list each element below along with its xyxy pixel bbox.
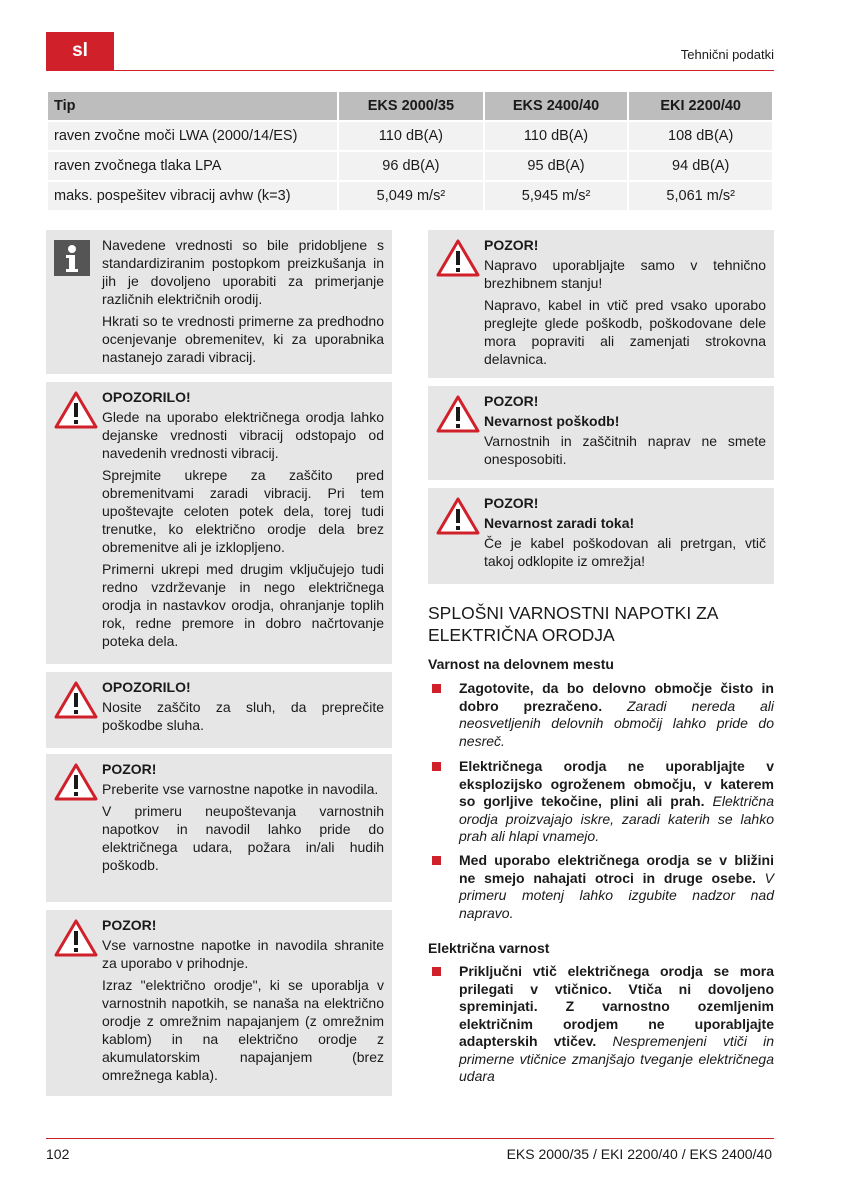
table-cell: 5,049 m/s² — [338, 181, 484, 211]
table-cell: maks. pospešitev vibracij avhw (k=3) — [47, 181, 338, 211]
caution-box-electric — [428, 488, 774, 584]
bullet-italic: Električna orodja proizvajajo iskre, zaradi katerih se lahko prah ali hlapi vnamejo. — [459, 793, 774, 844]
warning-text-1: Vse varnostne napotke in navodila shranite za uporabo v prihodnje. — [102, 937, 384, 971]
bullet-italic: V primeru motenj lahko izgubite nadzor nad napravo. — [459, 869, 775, 921]
bullet-marker — [432, 684, 441, 693]
table-header: Tip — [47, 91, 338, 121]
bullet-italic: Nespremenjeni vtiči in primerne vtičnice zmanjšajo tveganje električnega udara — [459, 1033, 774, 1084]
info-text-2: Hkrati so te vrednosti primerne za predhodno ocenjevanje obremenitev, ki za uporabnika nastanejo zaradi vibracij. — [102, 313, 384, 365]
bullet-bold: Zagotovite, da bo delovno območje čisto in dobro prezračeno. — [459, 680, 774, 714]
warning-triangle-icon — [54, 762, 98, 802]
spec-table — [46, 90, 774, 212]
list-item — [428, 680, 774, 750]
warning-title: POZOR! — [102, 761, 157, 777]
section-title: Tehnični podatki — [680, 47, 774, 62]
table-cell: 96 dB(A) — [338, 151, 484, 181]
list-item — [428, 758, 774, 846]
warning-text-1: Nosite zaščito za sluh, da preprečite poškodbe sluha. — [102, 699, 384, 733]
info-text-1: Navedene vrednosti so bile pridobljene s standardiziranim postopkom preizkušanja in jih je dovoljeno uporabiti za primerjanje različnih električnih orodij. — [102, 237, 384, 307]
warning-subtitle: Nevarnost zaradi toka! — [484, 515, 635, 531]
header-divider — [46, 70, 774, 71]
bullet-bold: Med uporabo električnega orodja se v bližini ne smejo nahajati otroci in druge osebe. — [459, 852, 774, 886]
table-cell: raven zvočnega tlaka LPA — [47, 151, 338, 181]
language-tab — [46, 32, 114, 70]
warning-title: POZOR! — [102, 917, 157, 933]
table-row — [47, 181, 773, 211]
table-row — [47, 121, 773, 151]
warning-box-hearing — [46, 672, 392, 748]
bullet-bold: Priključni vtič električnega orodja se mora prilegati v vtičnico. Vtiča ni dovoljeno spreminjati. Z varnostno ozemljenim električnim orodjem ne uporabljajte adapterskih vtičev. — [459, 963, 774, 1049]
warning-title: POZOR! — [484, 237, 539, 253]
warning-text-3: Primerni ukrepi med drugim vključujejo tudi redno vzdrževanje in nego električnega orodja in nastavkov orodja, ohranjanje toplih rok, redne premore in dobro načrtovanje poteka dela. — [102, 561, 384, 649]
table-cell: 110 dB(A) — [484, 121, 629, 151]
list-item — [428, 963, 774, 1086]
table-header: EKS 2000/35 — [338, 91, 484, 121]
list-item — [428, 852, 774, 922]
warning-title: POZOR! — [484, 393, 539, 409]
warning-triangle-icon — [436, 394, 480, 434]
warning-subtitle: Nevarnost poškodb! — [484, 413, 620, 429]
warning-title: OPOZORILO! — [102, 679, 191, 695]
table-cell: 108 dB(A) — [628, 121, 773, 151]
bullet-marker — [432, 762, 441, 771]
warning-title: POZOR! — [484, 495, 539, 511]
info-box — [46, 230, 392, 374]
warning-text-1: Napravo uporabljajte samo v tehnično brezhibnem stanju! — [484, 257, 766, 291]
electrical-safety-heading: Električna varnost — [428, 940, 550, 956]
warning-text-2: Izraz "električno orodje", ki se uporablja v varnostnih napotkih, se nanaša na električno orodje z omrežnim napajanjem (z omrežnim kablom) in na električno orodje z akumulatorskim napajanjem (brez omrežnega kabla). — [102, 977, 384, 1083]
footer-divider — [46, 1138, 774, 1139]
warning-text-1: Preberite vse varnostne napotke in navodila. — [102, 781, 379, 797]
warning-text-1: Varnostnih in zaščitnih naprav ne smete onesposobiti. — [484, 433, 766, 467]
warning-text-1: Če je kabel poškodovan ali pretrgan, vtič takoj odklopite iz omrežja! — [484, 535, 766, 569]
table-cell: 94 dB(A) — [628, 151, 773, 181]
table-cell: 95 dB(A) — [484, 151, 629, 181]
table-row — [47, 151, 773, 181]
table-header: EKS 2400/40 — [484, 91, 629, 121]
bullet-marker — [432, 967, 441, 976]
table-cell: raven zvočne moči LWA (2000/14/ES) — [47, 121, 338, 151]
warning-text-1: Glede na uporabo električnega orodja lahko dejanske vrednosti vibracij odstopajo od navedenih vrednosti vibracij. — [102, 409, 384, 461]
bullet-bold: Električnega orodja ne uporabljajte v eksplozijsko ogroženem območju, v katerem so gorljive tekočine, plini ali prah. — [459, 758, 774, 809]
caution-box-injury — [428, 386, 774, 480]
caution-box-read-instructions — [46, 754, 392, 902]
caution-box-condition — [428, 230, 774, 378]
work-safety-heading: Varnost na delovnem mestu — [428, 656, 614, 672]
table-header: EKI 2200/40 — [628, 91, 773, 121]
warning-title: OPOZORILO! — [102, 389, 191, 405]
warning-text-2: Sprejmite ukrepe za zaščito pred obremenitvami zaradi vibracij. Pri tem upoštevajte celoten potek dela, torej tudi trenutke, ko električno orodje dela brez obremenitve ali je izklopljeno. — [102, 467, 384, 555]
bullet-marker — [432, 856, 441, 865]
table-cell: 5,945 m/s² — [484, 181, 629, 211]
warning-box-vibration — [46, 382, 392, 664]
safety-heading: SPLOŠNI VARNOSTNI NAPOTKI ZA ELEKTRIČNA ORODJA — [428, 603, 718, 645]
table-cell: 5,061 m/s² — [628, 181, 773, 211]
language-code: sl — [72, 40, 88, 61]
page-number: 102 — [46, 1146, 70, 1162]
warning-text-2: V primeru neupoštevanja varnostnih napotkov in navodil lahko pride do električnega udara, požara in/ali hudih poškodb. — [102, 803, 384, 873]
warning-triangle-icon — [436, 238, 480, 278]
warning-triangle-icon — [54, 390, 98, 430]
bullet-italic: Zaradi nereda ali neosvetljenih delovnih območij lahko pride do nesreč. — [459, 697, 774, 749]
info-icon — [54, 240, 90, 276]
table-cell: 110 dB(A) — [338, 121, 484, 151]
table-header-row — [47, 91, 773, 121]
caution-box-keep-instructions — [46, 910, 392, 1096]
warning-triangle-icon — [436, 496, 480, 536]
warning-triangle-icon — [54, 918, 98, 958]
footer-models: EKS 2000/35 / EKI 2200/40 / EKS 2400/40 — [506, 1146, 772, 1162]
warning-text-2: Napravo, kabel in vtič pred vsako uporabo preglejte glede poškodb, poškodovane dele mora popraviti ali zamenjati strokovna delavnica. — [484, 297, 766, 367]
warning-triangle-icon — [54, 680, 98, 720]
